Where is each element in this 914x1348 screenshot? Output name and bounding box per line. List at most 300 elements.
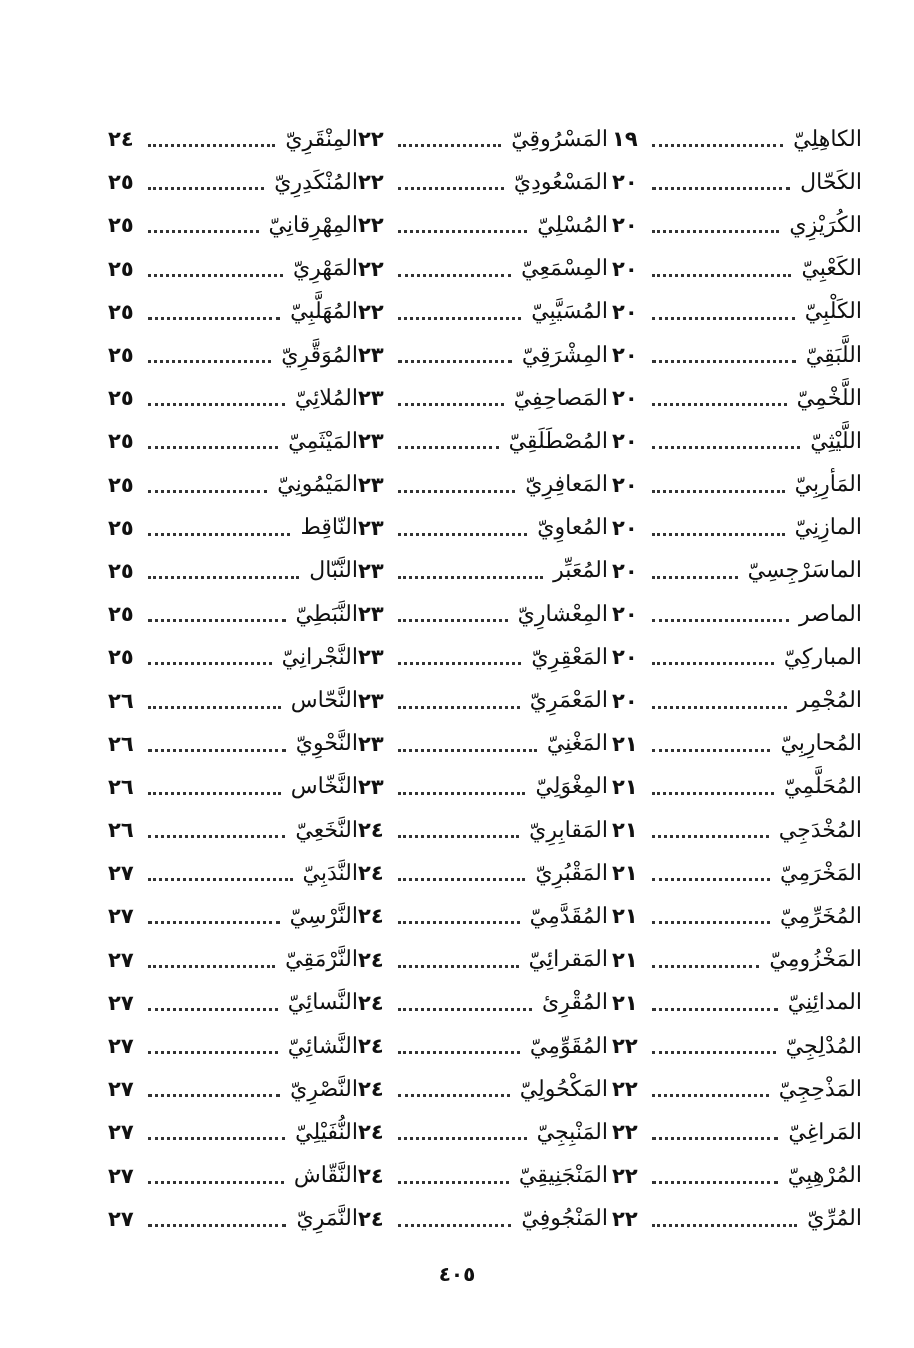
entry-page-number: ٢٢ bbox=[358, 256, 384, 281]
entry-page-number: ٢٢ bbox=[358, 213, 384, 238]
entry-page-number: ٢٢ bbox=[612, 1034, 638, 1059]
entry-name: النَّشائِيّ bbox=[287, 1033, 358, 1059]
entry-name: المُرِّيّ bbox=[807, 1206, 862, 1232]
entry-name: النَّقّاش bbox=[293, 1163, 358, 1189]
entry-name: المُعاوِيّ bbox=[537, 515, 608, 541]
dot-leader bbox=[148, 619, 286, 622]
dot-leader bbox=[652, 1008, 778, 1011]
entry-name: المِشْرَقِيّ bbox=[521, 342, 608, 368]
dot-leader bbox=[652, 360, 796, 363]
dot-leader bbox=[652, 706, 787, 709]
entry-name: المباركِيّ bbox=[783, 644, 862, 670]
entry-name: المَنْجَنِيقِيّ bbox=[518, 1163, 608, 1189]
dot-leader bbox=[148, 706, 281, 709]
dot-leader bbox=[398, 792, 525, 795]
dot-leader bbox=[398, 619, 508, 622]
entry-page-number: ٢٤ bbox=[358, 990, 384, 1015]
dot-leader bbox=[148, 403, 285, 406]
entry-page-number: ٢٦ bbox=[108, 688, 134, 713]
dot-leader bbox=[652, 878, 770, 881]
entry-name: المُدْلِجِيّ bbox=[785, 1033, 862, 1059]
entry-page-number: ٢٣ bbox=[358, 343, 384, 368]
index-entry bbox=[108, 334, 358, 377]
index-entry bbox=[612, 852, 862, 895]
index-entry bbox=[612, 464, 862, 507]
entry-page-number: ٢٢ bbox=[612, 1163, 638, 1188]
index-entry bbox=[358, 334, 608, 377]
entry-name: المُحارِبِيّ bbox=[780, 731, 862, 757]
dot-leader bbox=[398, 403, 504, 406]
entry-page-number: ٢٥ bbox=[108, 299, 134, 324]
entry-page-number: ٢٠ bbox=[612, 645, 638, 670]
index-entry bbox=[108, 550, 358, 593]
entry-name: المَعافِرِيّ bbox=[525, 472, 608, 498]
entry-name: المَأرِبِيّ bbox=[794, 472, 862, 498]
dot-leader bbox=[148, 1094, 280, 1097]
index-entry bbox=[612, 679, 862, 722]
entry-page-number: ٢٥ bbox=[108, 558, 134, 583]
index-entry bbox=[108, 852, 358, 895]
dot-leader bbox=[148, 749, 286, 752]
entry-name: المُعَبِّر bbox=[553, 558, 608, 584]
dot-leader bbox=[398, 446, 499, 449]
index-entry bbox=[358, 377, 608, 420]
index-entry bbox=[358, 248, 608, 291]
entry-name: الماصر bbox=[798, 601, 862, 627]
entry-page-number: ٢٣ bbox=[358, 602, 384, 627]
entry-page-number: ٢٤ bbox=[358, 1034, 384, 1059]
index-entry bbox=[108, 939, 358, 982]
entry-name: المُقَدَّمِيّ bbox=[529, 903, 608, 929]
dot-leader bbox=[652, 274, 791, 277]
dot-leader bbox=[398, 1008, 532, 1011]
entry-page-number: ٢٥ bbox=[108, 429, 134, 454]
dot-leader bbox=[652, 619, 789, 622]
dot-leader bbox=[398, 317, 521, 320]
entry-page-number: ٢٤ bbox=[358, 818, 384, 843]
index-entry bbox=[612, 1025, 862, 1068]
index-entry bbox=[108, 204, 358, 247]
entry-name: المدائِنِيّ bbox=[787, 990, 862, 1016]
index-entry bbox=[358, 852, 608, 895]
entry-page-number: ٢٣ bbox=[358, 688, 384, 713]
entry-name: المُهَلَّبِيّ bbox=[290, 299, 358, 325]
entry-name: المازِنِيّ bbox=[794, 515, 862, 541]
dot-leader bbox=[652, 576, 738, 579]
entry-name: الكاهِلِيّ bbox=[793, 126, 862, 152]
entry-name: اللَّيْثِيّ bbox=[810, 428, 862, 454]
index-entry bbox=[358, 204, 608, 247]
index-entry bbox=[358, 1155, 608, 1198]
index-entry bbox=[612, 204, 862, 247]
index-entry bbox=[612, 291, 862, 334]
dot-leader bbox=[398, 360, 512, 363]
dot-leader bbox=[398, 1137, 527, 1140]
index-entry bbox=[612, 248, 862, 291]
dot-leader bbox=[398, 1094, 510, 1097]
entry-name: المُجْمِر bbox=[797, 688, 862, 714]
dot-leader bbox=[652, 490, 785, 493]
index-entry bbox=[358, 1068, 608, 1111]
entry-name: النَّخّاس bbox=[290, 774, 358, 800]
dot-leader bbox=[398, 878, 525, 881]
index-entry bbox=[358, 420, 608, 463]
entry-page-number: ٢٠ bbox=[612, 299, 638, 324]
entry-page-number: ٢٧ bbox=[108, 1120, 134, 1145]
entry-page-number: ٢٠ bbox=[612, 515, 638, 540]
entry-name: المَغْنِيّ bbox=[546, 731, 608, 757]
index-column-1 bbox=[612, 118, 862, 1241]
index-entry bbox=[108, 248, 358, 291]
entry-page-number: ٢١ bbox=[612, 818, 638, 843]
dot-leader bbox=[148, 533, 290, 536]
entry-page-number: ٢٥ bbox=[108, 343, 134, 368]
entry-name: النَّحّاس bbox=[290, 688, 358, 714]
index-entry bbox=[358, 982, 608, 1025]
dot-leader bbox=[148, 230, 259, 233]
dot-leader bbox=[398, 187, 504, 190]
entry-name: الكُرَيْزِي bbox=[789, 212, 862, 238]
index-entry bbox=[108, 464, 358, 507]
entry-page-number: ٢٣ bbox=[358, 472, 384, 497]
entry-page-number: ٢١ bbox=[612, 861, 638, 886]
dot-leader bbox=[148, 1181, 284, 1184]
entry-name: الكَحّال bbox=[800, 169, 862, 195]
index-entry bbox=[108, 982, 358, 1025]
index-entry bbox=[358, 809, 608, 852]
index-entry bbox=[108, 766, 358, 809]
entry-name: المُسَيَّبِيّ bbox=[531, 299, 608, 325]
entry-page-number: ٢٤ bbox=[358, 1163, 384, 1188]
entry-page-number: ٢١ bbox=[612, 774, 638, 799]
index-entry bbox=[612, 550, 862, 593]
entry-page-number: ٢٠ bbox=[612, 688, 638, 713]
entry-name: المَنْجُوفِيّ bbox=[521, 1206, 608, 1232]
entry-page-number: ٢٢ bbox=[612, 1206, 638, 1231]
entry-name: المَخْرَمِيّ bbox=[780, 860, 862, 886]
entry-page-number: ٢٠ bbox=[612, 558, 638, 583]
dot-leader bbox=[148, 662, 272, 665]
entry-name: الكَلْبِيّ bbox=[804, 299, 862, 325]
entry-name: النَّرْمَقِيّ bbox=[285, 947, 358, 973]
entry-page-number: ٢٣ bbox=[358, 731, 384, 756]
dot-leader bbox=[652, 1181, 778, 1184]
entry-name: المَسْرُوقِيّ bbox=[511, 126, 608, 152]
dot-leader bbox=[148, 1137, 285, 1140]
index-entry bbox=[612, 895, 862, 938]
index-entry bbox=[358, 679, 608, 722]
entry-page-number: ٢٥ bbox=[108, 472, 134, 497]
entry-page-number: ٢٥ bbox=[108, 170, 134, 195]
dot-leader bbox=[398, 921, 520, 924]
entry-name: النَّخَعِيّ bbox=[295, 817, 358, 843]
dot-leader bbox=[398, 749, 537, 752]
entry-name: النَّسائِيّ bbox=[287, 990, 358, 1016]
dot-leader bbox=[652, 662, 774, 665]
entry-name: المُقَوِّمِيّ bbox=[529, 1033, 608, 1059]
entry-page-number: ٢١ bbox=[612, 731, 638, 756]
entry-page-number: ٢٤ bbox=[358, 861, 384, 886]
dot-leader bbox=[148, 1051, 278, 1054]
entry-page-number: ٢٧ bbox=[108, 904, 134, 929]
entry-name: المَيْمُونِيّ bbox=[277, 472, 358, 498]
entry-name: النَّصْرِيّ bbox=[290, 1076, 358, 1102]
entry-page-number: ٢٠ bbox=[612, 429, 638, 454]
index-entry bbox=[612, 809, 862, 852]
entry-page-number: ٢٤ bbox=[358, 1206, 384, 1231]
dot-leader bbox=[398, 1181, 509, 1184]
dot-leader bbox=[398, 965, 519, 968]
index-entry bbox=[108, 161, 358, 204]
entry-page-number: ٢٣ bbox=[358, 386, 384, 411]
entry-name: النَّبَطِيّ bbox=[295, 601, 358, 627]
entry-name: الماسَرْجِسِيّ bbox=[747, 558, 862, 584]
index-entry bbox=[612, 1111, 862, 1154]
entry-page-number: ١٩ bbox=[612, 127, 638, 152]
index-entry bbox=[108, 1025, 358, 1068]
index-entry bbox=[358, 291, 608, 334]
entry-page-number: ٢٠ bbox=[612, 170, 638, 195]
dot-leader bbox=[148, 792, 281, 795]
dot-leader bbox=[652, 1094, 769, 1097]
entry-name: النَّمَرِيّ bbox=[296, 1206, 358, 1232]
index-entry bbox=[358, 1198, 608, 1241]
dot-leader bbox=[652, 144, 783, 147]
entry-page-number: ٢٧ bbox=[108, 1163, 134, 1188]
index-entry bbox=[108, 593, 358, 636]
entry-page-number: ٢٢ bbox=[612, 1077, 638, 1102]
dot-leader bbox=[398, 835, 519, 838]
entry-page-number: ٢٠ bbox=[612, 256, 638, 281]
dot-leader bbox=[148, 965, 275, 968]
entry-name: النَّحْوِيّ bbox=[295, 731, 358, 757]
entry-name: النُّفَيْلِيّ bbox=[295, 1119, 358, 1145]
dot-leader bbox=[398, 706, 520, 709]
entry-name: اللَّخْمِيّ bbox=[796, 385, 862, 411]
index-entry bbox=[358, 895, 608, 938]
entry-name: المِنْقَرِيّ bbox=[285, 126, 358, 152]
dot-leader bbox=[652, 446, 800, 449]
index-entry bbox=[108, 636, 358, 679]
entry-page-number: ٢٦ bbox=[108, 818, 134, 843]
dot-leader bbox=[148, 835, 285, 838]
index-entry bbox=[108, 1068, 358, 1111]
entry-name: النَّبّال bbox=[309, 558, 358, 584]
dot-leader bbox=[398, 274, 511, 277]
entry-name: المَسْعُودِيّ bbox=[513, 169, 608, 195]
entry-name: المُحَلَّمِيّ bbox=[783, 774, 862, 800]
dot-leader bbox=[652, 835, 769, 838]
index-entry bbox=[358, 593, 608, 636]
entry-page-number: ٢٢ bbox=[358, 127, 384, 152]
index-entry bbox=[108, 895, 358, 938]
entry-name: المُسْلِيّ bbox=[537, 212, 608, 238]
dot-leader bbox=[398, 576, 543, 579]
entry-page-number: ٢٤ bbox=[358, 947, 384, 972]
dot-leader bbox=[148, 576, 299, 579]
dot-leader bbox=[652, 965, 759, 968]
index-entry bbox=[612, 982, 862, 1025]
dot-leader bbox=[148, 446, 278, 449]
entry-name: المُوَقَّرِيّ bbox=[281, 342, 358, 368]
entry-name: المِسْمَعِيّ bbox=[521, 256, 608, 282]
index-entry bbox=[108, 679, 358, 722]
entry-name: المُرْهِبِيّ bbox=[787, 1163, 862, 1189]
dot-leader bbox=[652, 403, 787, 406]
entry-name: المُصْطَلَقِيّ bbox=[508, 428, 608, 454]
index-entry bbox=[612, 1155, 862, 1198]
dot-leader bbox=[652, 533, 785, 536]
index-entry bbox=[358, 1025, 608, 1068]
entry-name: المَهْرِيّ bbox=[292, 256, 358, 282]
index-entry bbox=[612, 939, 862, 982]
index-entry bbox=[612, 377, 862, 420]
dot-leader bbox=[652, 1224, 797, 1227]
entry-name: المَذْحِجِيّ bbox=[778, 1076, 862, 1102]
index-entry bbox=[612, 1198, 862, 1241]
index-entry bbox=[108, 291, 358, 334]
entry-name: المَيْثَمِيّ bbox=[288, 428, 358, 454]
entry-page-number: ٢٣ bbox=[358, 558, 384, 583]
entry-page-number: ٢٣ bbox=[358, 645, 384, 670]
entry-name: النَّجْرانِيّ bbox=[281, 644, 358, 670]
entry-page-number: ٢٦ bbox=[108, 731, 134, 756]
dot-leader bbox=[398, 1224, 511, 1227]
index-entry bbox=[108, 1198, 358, 1241]
dot-leader bbox=[148, 878, 293, 881]
index-entry bbox=[612, 334, 862, 377]
index-entry bbox=[358, 464, 608, 507]
dot-leader bbox=[652, 317, 795, 320]
entry-name: المِعْشارِيّ bbox=[517, 601, 608, 627]
entry-name: الكَعْبِيّ bbox=[801, 256, 862, 282]
entry-page-number: ٢٧ bbox=[108, 990, 134, 1015]
dot-leader bbox=[652, 749, 770, 752]
index-column-2 bbox=[358, 118, 608, 1241]
entry-page-number: ٢٦ bbox=[108, 774, 134, 799]
index-entry bbox=[358, 636, 608, 679]
entry-name: المَكْحُولِيّ bbox=[519, 1076, 608, 1102]
index-entry bbox=[108, 809, 358, 852]
dot-leader bbox=[652, 921, 770, 924]
index-entry bbox=[612, 118, 862, 161]
dot-leader bbox=[148, 1008, 278, 1011]
dot-leader bbox=[148, 360, 271, 363]
entry-page-number: ٢٥ bbox=[108, 386, 134, 411]
dot-leader bbox=[398, 1051, 520, 1054]
entry-page-number: ٢٠ bbox=[612, 472, 638, 497]
index-entry bbox=[612, 723, 862, 766]
dot-leader bbox=[398, 230, 527, 233]
entry-page-number: ٢٤ bbox=[108, 127, 134, 152]
index-entry bbox=[612, 161, 862, 204]
index-entry bbox=[358, 161, 608, 204]
entry-page-number: ٢٠ bbox=[612, 343, 638, 368]
dot-leader bbox=[398, 490, 515, 493]
index-entry bbox=[108, 723, 358, 766]
index-entry bbox=[358, 550, 608, 593]
dot-leader bbox=[398, 662, 521, 665]
entry-name: المُخَرِّمِيّ bbox=[780, 903, 862, 929]
dot-leader bbox=[652, 792, 774, 795]
entry-page-number: ٢٧ bbox=[108, 861, 134, 886]
entry-name: المُلائِيّ bbox=[294, 385, 358, 411]
entry-page-number: ٢١ bbox=[612, 904, 638, 929]
entry-page-number: ٢٤ bbox=[358, 1120, 384, 1145]
entry-name: النَّدَبِيّ bbox=[302, 860, 358, 886]
dot-leader bbox=[148, 317, 280, 320]
dot-leader bbox=[398, 144, 501, 147]
entry-name: النّاقِط bbox=[300, 515, 358, 541]
entry-page-number: ٢٠ bbox=[612, 386, 638, 411]
entry-name: المُنْكَدِرِيّ bbox=[274, 169, 358, 195]
entry-page-number: ٢٠ bbox=[612, 602, 638, 627]
entry-page-number: ٢٤ bbox=[358, 904, 384, 929]
entry-name: المِغْوَلِيّ bbox=[535, 774, 608, 800]
index-entry bbox=[612, 1068, 862, 1111]
entry-page-number: ٢٣ bbox=[358, 515, 384, 540]
index-entry bbox=[358, 507, 608, 550]
index-entry bbox=[612, 593, 862, 636]
entry-page-number: ٢٧ bbox=[108, 947, 134, 972]
entry-page-number: ٢٢ bbox=[612, 1120, 638, 1145]
dot-leader bbox=[398, 533, 527, 536]
entry-page-number: ٢٢ bbox=[358, 299, 384, 324]
entry-page-number: ٢٥ bbox=[108, 602, 134, 627]
entry-name: اللَّبَقِيّ bbox=[805, 342, 862, 368]
index-entry bbox=[358, 766, 608, 809]
entry-name: المَصاحِفِيّ bbox=[513, 385, 608, 411]
page-number: ٤٠٥ bbox=[438, 1262, 476, 1286]
entry-name: المَخْزُومِيّ bbox=[769, 947, 862, 973]
index-entry bbox=[108, 507, 358, 550]
entry-page-number: ٢٥ bbox=[108, 256, 134, 281]
dot-leader bbox=[148, 1224, 286, 1227]
index-entry bbox=[108, 1155, 358, 1198]
entry-page-number: ٢٥ bbox=[108, 645, 134, 670]
entry-page-number: ٢١ bbox=[612, 990, 638, 1015]
entry-page-number: ٢٥ bbox=[108, 515, 134, 540]
index-entry bbox=[358, 723, 608, 766]
entry-page-number: ٢٧ bbox=[108, 1206, 134, 1231]
index-entry bbox=[108, 420, 358, 463]
entry-page-number: ٢٧ bbox=[108, 1077, 134, 1102]
entry-page-number: ٢٣ bbox=[358, 429, 384, 454]
index-entry bbox=[612, 507, 862, 550]
index-entry bbox=[358, 939, 608, 982]
entry-name: المَعْمَرِيّ bbox=[529, 688, 608, 714]
index-entry bbox=[108, 377, 358, 420]
entry-page-number: ٢١ bbox=[612, 947, 638, 972]
dot-leader bbox=[148, 187, 264, 190]
index-entry bbox=[358, 1111, 608, 1154]
entry-name: المَقرائِيّ bbox=[528, 947, 608, 973]
dot-leader bbox=[148, 490, 267, 493]
dot-leader bbox=[652, 187, 790, 190]
entry-name: النَّرْسِيّ bbox=[289, 903, 358, 929]
entry-name: المَنْبِجِيّ bbox=[536, 1119, 608, 1145]
entry-page-number: ٢٥ bbox=[108, 213, 134, 238]
index-column-3 bbox=[108, 118, 358, 1241]
dot-leader bbox=[652, 230, 779, 233]
index-entry bbox=[108, 1111, 358, 1154]
entry-page-number: ٢٢ bbox=[358, 170, 384, 195]
entry-name: المَقابِرِيّ bbox=[529, 817, 608, 843]
dot-leader bbox=[652, 1137, 778, 1140]
entry-name: المُخْدَجِي bbox=[778, 817, 862, 843]
entry-name: المُقْرِئ bbox=[541, 990, 608, 1016]
entry-name: المَقْبُرِيّ bbox=[535, 860, 608, 886]
